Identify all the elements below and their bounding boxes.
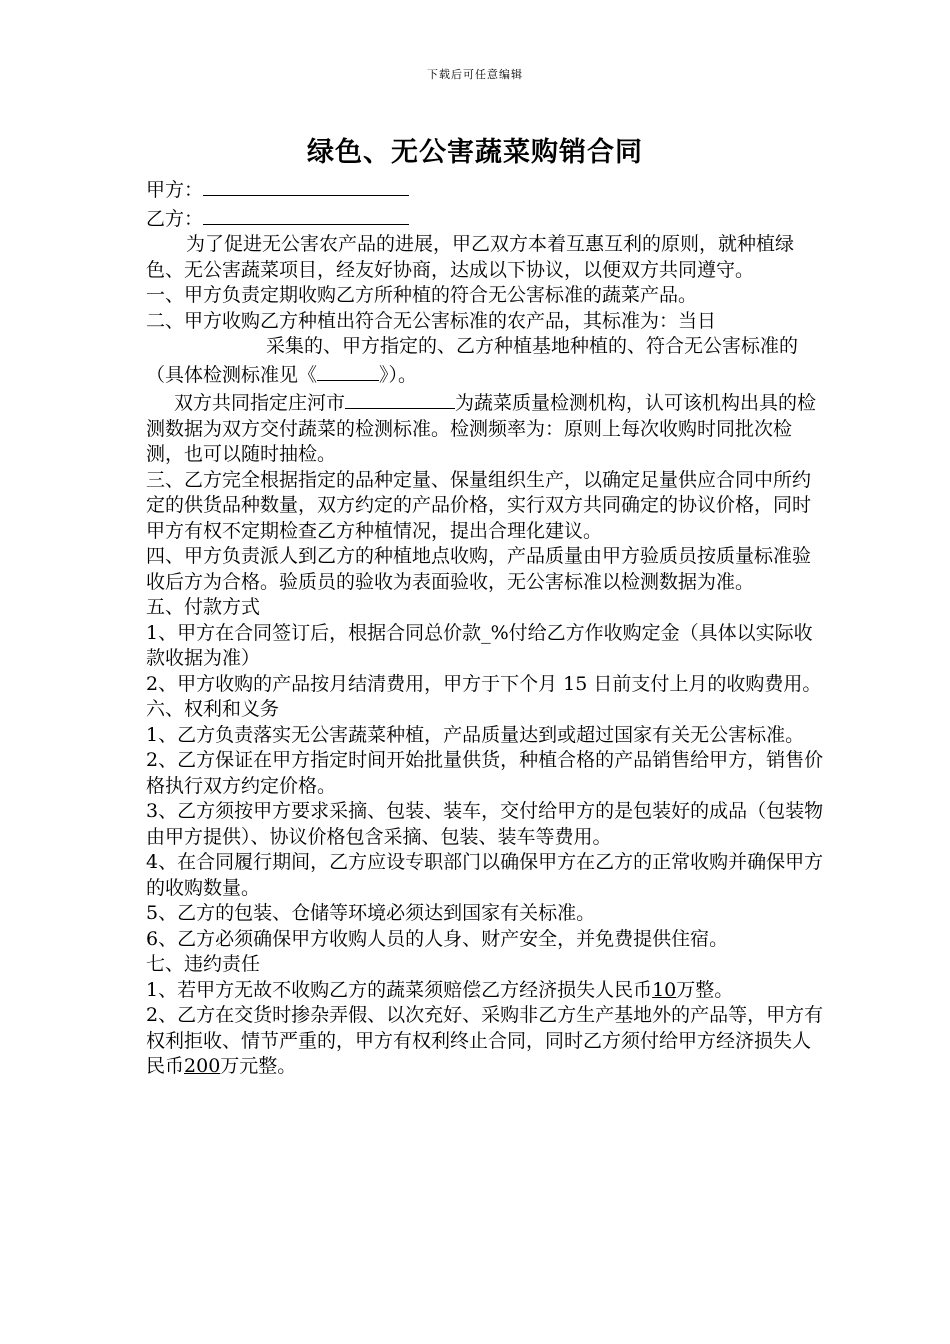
section-7-heading: 七、违约责任	[146, 953, 261, 975]
inspection-agency-blank	[345, 388, 455, 409]
party-a-label: 甲方：	[146, 179, 204, 201]
section-6-heading: 六、权利和义务	[146, 698, 280, 720]
payment-1	[146, 621, 826, 672]
inspection-paragraph	[146, 388, 826, 468]
header-note: 下载后可任意编辑	[427, 68, 523, 81]
right-2: 2、乙方保证在甲方指定时间开始批量供货，种植合格的产品销售给甲方，销售价格执行双方约定价格。	[146, 749, 824, 797]
clause-4: 四、甲方负责派人到乙方的种植地点收购，产品质量由甲方验质员按质量标准验收后方为合格。验质员的验收为表面验收，无公害标准以检测数据为准。	[146, 545, 812, 593]
breach-2-amount: 200	[184, 1055, 221, 1077]
right-1: 1、乙方负责落实无公害蔬菜种植，产品质量达到或超过国家有关无公害标准。	[146, 723, 805, 746]
clause-2	[146, 309, 826, 389]
clause-1: 一、甲方负责定期收购乙方所种植的符合无公害标准的蔬菜产品。	[146, 284, 698, 306]
party-b-line	[146, 204, 826, 233]
breach-1	[146, 978, 826, 1004]
contract-body	[146, 175, 826, 1080]
document-title: 绿色、无公害蔬菜购销合同	[307, 137, 643, 168]
right-5: 5、乙方的包装、仓储等环境必须达到国家有关标准。	[146, 902, 596, 924]
clause-2-part-c: 》）。	[379, 363, 418, 386]
payment-1-part-b: %付给乙方作收购定金（具体以实际收款收据为准）	[146, 621, 813, 669]
clause-2-part-b: 采集的、甲方指定的、乙方种植基地种植的、符合无公害标准的（具体检测标准见《	[146, 335, 799, 386]
inspection-part-b: 为蔬菜质量检测机构，认可该机构出具的检测数据为双方交付蔬菜的检测标准。检测频率为：原则上每次收购时同批次检测，也可以随时抽检。	[146, 392, 817, 465]
right-3: 3、乙方须按甲方要求采摘、包装、装车，交付给甲方的是包装好的成品（包装物由甲方提供）、协议价格包含采摘、包装、装车等费用。	[146, 800, 824, 848]
breach-1-part-b: 万整。	[676, 978, 734, 1001]
right-4: 4、在合同履行期间，乙方应设专职部门以确保甲方在乙方的正常收购并确保甲方的收购数量。	[146, 851, 824, 899]
party-a-blank	[203, 175, 409, 196]
breach-2-part-b: 万元整。	[220, 1055, 297, 1077]
breach-1-part-a: 1、若甲方无故不收购乙方的蔬菜须赔偿乙方经济损失人民币	[146, 978, 653, 1001]
section-5-heading: 五、付款方式	[146, 596, 261, 618]
party-a-line	[146, 175, 826, 204]
breach-2-part-a: 2、乙方在交货时掺杂弄假、以次充好、采购非乙方生产基地外的产品等，甲方有权利拒收、情节严重的，甲方有权利终止合同，同时乙方须付给甲方经济损失人民币	[146, 1004, 824, 1077]
right-6: 6、乙方必须确保甲方收购人员的人身、财产安全，并免费提供住宿。	[146, 927, 729, 950]
breach-2	[146, 1003, 826, 1080]
clause-2-part-a: 二、甲方收购乙方种植出符合无公害标准的农产品，其标准为：当日	[146, 309, 717, 332]
standard-blank	[317, 360, 379, 381]
breach-1-amount: 10	[652, 978, 677, 1001]
party-b-label: 乙方：	[146, 207, 204, 230]
inspection-part-a: 双方共同指定庄河市	[174, 392, 346, 414]
party-b-blank	[203, 204, 409, 225]
clause-3: 三、乙方完全根据指定的品种定量、保量组织生产，以确定足量供应合同中所约定的供货品种数量，双方约定的产品价格，实行双方共同确定的协议价格，同时甲方有权不定期检查乙方种植情况，提出合理化建议。	[146, 468, 812, 542]
deposit-percent-blank: _	[481, 621, 491, 644]
intro-paragraph: 为了促进无公害农产品的进展，甲乙双方本着互惠互利的原则，就种植绿色、无公害蔬菜项目，经友好协商，达成以下协议，以便双方共同遵守。	[146, 233, 795, 281]
payment-2: 2、甲方收购的产品按月结清费用，甲方于下个月 15 日前支付上月的收购费用。	[146, 672, 822, 695]
payment-1-part-a: 1、甲方在合同签订后，根据合同总价款	[146, 621, 482, 644]
